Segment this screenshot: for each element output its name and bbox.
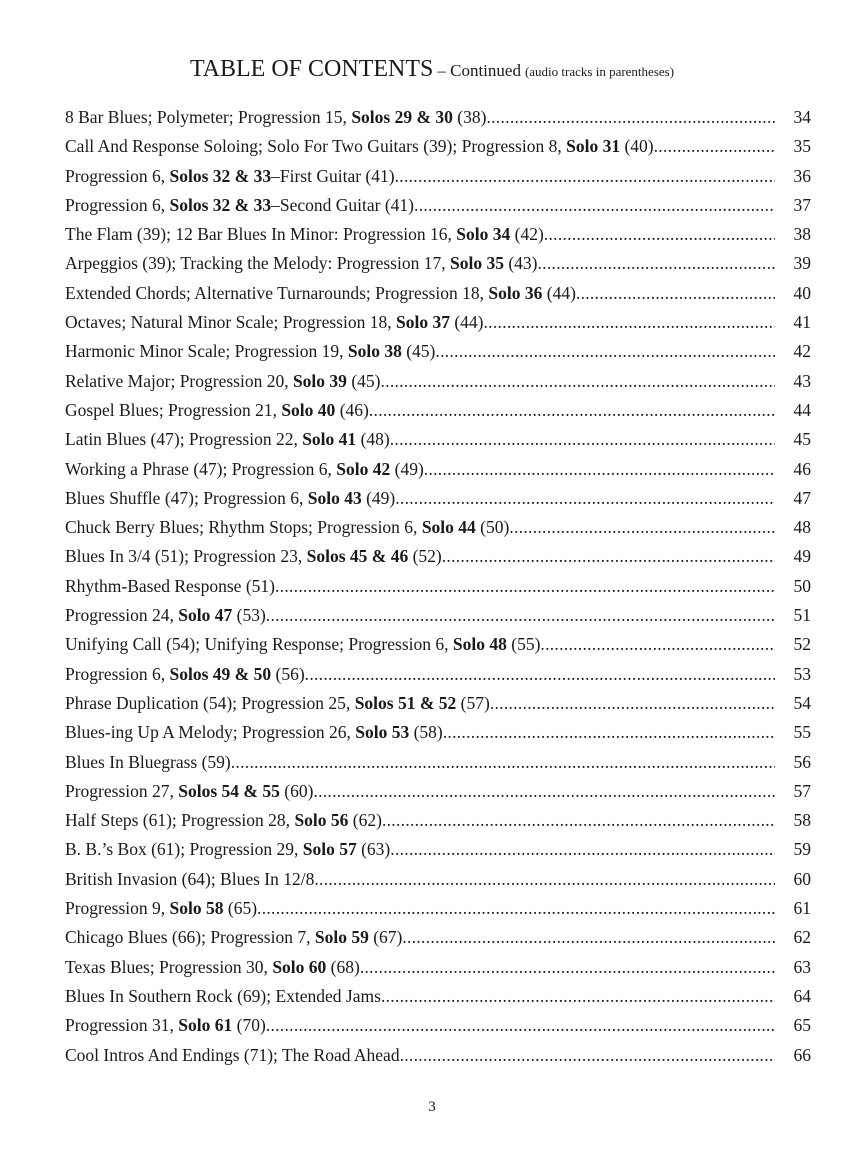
solo-reference: Solo 48 — [452, 634, 507, 655]
toc-entry — [65, 748, 811, 777]
entry-text: (65) — [223, 898, 258, 919]
dot-leader — [443, 718, 775, 747]
toc-entry — [65, 953, 811, 982]
solo-reference: Solo 47 — [178, 605, 233, 626]
toc-entry — [65, 484, 811, 513]
toc-entry — [65, 279, 811, 308]
entry-text: (49) — [361, 487, 396, 508]
toc-entry-title — [65, 308, 484, 337]
entry-text: Progression 6, — [65, 663, 170, 684]
entry-text: (45) — [401, 341, 436, 362]
toc-entry — [65, 718, 811, 747]
dot-leader — [380, 367, 775, 396]
toc-entry — [65, 1041, 811, 1070]
entry-text: Progression 31, — [65, 1015, 179, 1036]
toc-entry-title — [65, 982, 381, 1011]
toc-entry — [65, 660, 811, 689]
toc-entry-title — [65, 835, 390, 864]
toc-entry-title — [65, 103, 486, 132]
entry-text: Blues In Bluegrass (59) — [65, 751, 231, 772]
dot-leader — [442, 542, 775, 571]
toc-entry-page: 37 — [793, 194, 811, 215]
solo-reference: Solo 37 — [395, 312, 450, 333]
toc-entry-page: 52 — [793, 634, 811, 655]
toc-entry-title — [65, 249, 538, 278]
entry-text: Cool Intros And Endings (71); The Road Ahead — [65, 1044, 400, 1065]
toc-entry-page: 54 — [793, 692, 811, 713]
entry-text: (55) — [506, 634, 541, 655]
dot-leader — [435, 337, 775, 366]
dot-leader — [231, 748, 775, 777]
toc-entry-title — [65, 396, 369, 425]
dot-leader — [576, 279, 775, 308]
dot-leader — [314, 865, 775, 894]
dot-leader — [486, 103, 775, 132]
dot-leader — [654, 132, 775, 161]
solo-reference: Solo 60 — [272, 956, 327, 977]
toc-entry — [65, 835, 811, 864]
entry-text: Blues In 3/4 (51); Progression 23, — [65, 546, 307, 567]
toc-entry-title — [65, 865, 314, 894]
dot-leader — [266, 601, 775, 630]
entry-text: Blues Shuffle (47); Progression 6, — [65, 487, 308, 508]
toc-entry-title — [65, 425, 390, 454]
entry-text: Texas Blues; Progression 30, — [65, 956, 273, 977]
toc-entry-page: 35 — [793, 136, 811, 157]
toc-entry — [65, 132, 811, 161]
toc-entry-page: 40 — [793, 282, 811, 303]
entry-text: (57) — [456, 692, 490, 713]
toc-entry-page: 56 — [793, 751, 811, 772]
entry-text: Extended Chords; Alternative Turnarounds; Progression 18, — [65, 282, 489, 303]
entry-text: The Flam (39); 12 Bar Blues In Minor: Progression 16, — [65, 224, 457, 245]
solo-reference: Solo 34 — [456, 224, 511, 245]
toc-entry-title — [65, 777, 313, 806]
dot-leader — [538, 249, 776, 278]
toc-entry-title — [65, 630, 540, 659]
toc-entry — [65, 425, 811, 454]
entry-text: (63) — [356, 839, 391, 860]
entry-text: Progression 24, — [65, 605, 179, 626]
dot-leader — [414, 191, 775, 220]
entry-text: –Second Guitar (41) — [271, 194, 415, 215]
toc-entry-title — [65, 220, 544, 249]
entry-text: Blues-ing Up A Melody; Progression 26, — [65, 722, 356, 743]
toc-list — [65, 103, 811, 1070]
toc-entry-title — [65, 953, 360, 982]
solo-reference: Solo 44 — [421, 517, 476, 538]
solo-reference: Solo 36 — [488, 282, 543, 303]
toc-entry — [65, 367, 811, 396]
entry-text: Gospel Blues; Progression 21, — [65, 399, 282, 420]
solo-reference: Solos 32 & 33 — [169, 165, 272, 186]
entry-text: Phrase Duplication (54); Progression 25, — [65, 692, 355, 713]
toc-entry-page: 50 — [793, 575, 811, 596]
entry-text: Harmonic Minor Scale; Progression 19, — [65, 341, 348, 362]
entry-text: (48) — [356, 429, 390, 450]
entry-text: Rhythm-Based Response (51) — [65, 575, 275, 596]
entry-text: British Invasion (64); Blues In 12/8 — [65, 868, 315, 889]
toc-entry-page: 55 — [793, 722, 811, 743]
page-title: TABLE OF CONTENTS — [189, 56, 434, 82]
entry-text: Working a Phrase (47); Progression 6, — [65, 458, 337, 479]
entry-text: Latin Blues (47); Progression 22, — [65, 429, 303, 450]
entry-text: (43) — [503, 253, 538, 274]
toc-entry — [65, 337, 811, 366]
entry-text: Octaves; Natural Minor Scale; Progression 18, — [65, 312, 396, 333]
toc-entry-page: 43 — [793, 370, 811, 391]
toc-entry — [65, 806, 811, 835]
toc-entry-title — [65, 689, 490, 718]
toc-entry — [65, 249, 811, 278]
solo-reference: Solo 61 — [178, 1015, 233, 1036]
toc-entry-title — [65, 806, 382, 835]
toc-entry — [65, 396, 811, 425]
dot-leader — [266, 1011, 775, 1040]
toc-entry-page: 38 — [793, 224, 811, 245]
toc-entry-title — [65, 542, 442, 571]
solo-reference: Solo 35 — [449, 253, 504, 274]
toc-entry — [65, 777, 811, 806]
toc-entry-title — [65, 894, 257, 923]
toc-entry — [65, 601, 811, 630]
toc-entry-title — [65, 718, 443, 747]
solo-reference: Solo 59 — [314, 927, 369, 948]
toc-entry-title — [65, 748, 231, 777]
entry-text: Chicago Blues (66); Progression 7, — [65, 927, 315, 948]
toc-entry — [65, 162, 811, 191]
toc-entry-title — [65, 1011, 266, 1040]
toc-entry — [65, 894, 811, 923]
audio-tracks-note: (audio tracks in parentheses) — [524, 64, 675, 79]
entry-text: (67) — [368, 927, 403, 948]
entry-text: (44) — [449, 312, 484, 333]
dot-leader — [360, 953, 775, 982]
entry-text: (38) — [452, 107, 487, 127]
toc-entry-page: 66 — [793, 1044, 811, 1065]
toc-entry — [65, 308, 811, 337]
toc-entry-page: 60 — [793, 868, 811, 889]
entry-text: Call And Response Soloing; Solo For Two Guitars (39); Progression 8, — [65, 136, 567, 157]
dot-leader — [305, 660, 775, 689]
solo-reference: Solos 49 & 50 — [169, 663, 272, 684]
toc-entry — [65, 103, 811, 132]
solo-reference: Solos 51 & 52 — [354, 692, 457, 713]
entry-text: –First Guitar (41) — [271, 165, 395, 186]
toc-entry-page: 53 — [793, 663, 811, 684]
toc-entry-title — [65, 367, 380, 396]
toc-entry-title — [65, 601, 266, 630]
entry-text: Half Steps (61); Progression 28, — [65, 810, 295, 831]
toc-entry — [65, 220, 811, 249]
entry-text: (42) — [510, 224, 544, 245]
toc-entry-page: 44 — [793, 399, 811, 420]
toc-entry-title — [65, 191, 414, 220]
toc-entry — [65, 1011, 811, 1040]
toc-entry-page: 64 — [793, 985, 811, 1006]
solo-reference: Solo 42 — [336, 458, 391, 479]
toc-entry — [65, 689, 811, 718]
toc-entry — [65, 191, 811, 220]
page-number: 3 — [428, 1099, 436, 1115]
dot-leader — [540, 630, 775, 659]
toc-entry-page: 46 — [793, 458, 811, 479]
entry-text: (68) — [326, 956, 360, 977]
toc-entry-page: 42 — [793, 341, 811, 362]
solo-reference: Solo 56 — [294, 810, 349, 831]
entry-text: B. B.’s Box (61); Progression 29, — [65, 839, 303, 860]
solo-reference: Solos 29 & 30 — [351, 107, 453, 127]
solo-reference: Solo 39 — [292, 370, 347, 391]
toc-entry-page: 48 — [793, 517, 811, 538]
toc-entry-title — [65, 337, 435, 366]
dot-leader — [381, 982, 775, 1011]
entry-text: (60) — [279, 780, 314, 801]
dot-leader — [544, 220, 775, 249]
toc-entry — [65, 513, 811, 542]
solo-reference: Solos 54 & 55 — [178, 780, 280, 801]
toc-entry — [65, 572, 811, 601]
entry-text: (44) — [542, 282, 576, 303]
dot-leader — [390, 835, 775, 864]
toc-entry-title — [65, 484, 395, 513]
solo-reference: Solo 58 — [169, 898, 224, 919]
entry-text: Chuck Berry Blues; Rhythm Stops; Progression 6, — [65, 517, 422, 538]
toc-entry-page: 47 — [793, 487, 811, 508]
entry-text: Progression 6, — [65, 194, 170, 215]
entry-text: (53) — [232, 605, 266, 626]
toc-entry-page: 45 — [793, 429, 811, 450]
entry-text: (58) — [409, 722, 443, 743]
solo-reference: Solo 43 — [307, 487, 362, 508]
entry-text: (52) — [408, 546, 442, 567]
toc-entry — [65, 923, 811, 952]
toc-entry — [65, 865, 811, 894]
toc-entry — [65, 982, 811, 1011]
toc-entry-page: 57 — [793, 780, 811, 801]
toc-entry-title — [65, 455, 424, 484]
toc-entry-title — [65, 513, 509, 542]
toc-entry — [65, 455, 811, 484]
dot-leader — [424, 455, 775, 484]
entry-text: Relative Major; Progression 20, — [65, 370, 293, 391]
dot-leader — [275, 572, 775, 601]
toc-entry-title — [65, 923, 402, 952]
solo-reference: Solo 40 — [281, 399, 336, 420]
dot-leader — [490, 689, 775, 718]
toc-entry-page: 61 — [793, 898, 811, 919]
solo-reference: Solo 38 — [347, 341, 402, 362]
entry-text: (40) — [620, 136, 654, 157]
dot-leader — [395, 162, 775, 191]
entry-text: Progression 27, — [65, 780, 179, 801]
toc-entry-page: 62 — [793, 927, 811, 948]
toc-entry-page: 34 — [793, 107, 811, 127]
toc-entry-page: 59 — [793, 839, 811, 860]
toc-entry-title — [65, 162, 395, 191]
dot-leader — [402, 923, 775, 952]
entry-text: (62) — [348, 810, 382, 831]
entry-text: (56) — [271, 663, 305, 684]
entry-text: Blues In Southern Rock (69); Extended Jams — [65, 985, 381, 1006]
toc-entry-page: 41 — [793, 312, 811, 333]
solo-reference: Solo 41 — [302, 429, 357, 450]
entry-text: Progression 9, — [65, 898, 170, 919]
solo-reference: Solo 31 — [566, 136, 621, 157]
entry-text: Progression 6, — [65, 165, 170, 186]
toc-entry-page: 36 — [793, 165, 811, 186]
dot-leader — [484, 308, 776, 337]
toc-entry-page: 63 — [793, 956, 811, 977]
toc-entry-title — [65, 660, 305, 689]
entry-text: (70) — [232, 1015, 266, 1036]
solo-reference: Solos 32 & 33 — [169, 194, 272, 215]
toc-entry — [65, 630, 811, 659]
toc-entry-title — [65, 1041, 400, 1070]
dot-leader — [400, 1041, 775, 1070]
toc-entry-page: 58 — [793, 810, 811, 831]
dot-leader — [509, 513, 775, 542]
toc-entry-title — [65, 279, 576, 308]
toc-entry — [65, 542, 811, 571]
dot-leader — [390, 425, 775, 454]
solo-reference: Solo 57 — [302, 839, 357, 860]
dot-leader — [257, 894, 775, 923]
toc-entry-title — [65, 572, 275, 601]
entry-text: (45) — [346, 370, 381, 391]
toc-entry-page: 49 — [793, 546, 811, 567]
toc-entry-page: 65 — [793, 1015, 811, 1036]
continued-label: – Continued — [437, 61, 521, 80]
dot-leader — [313, 777, 775, 806]
solo-reference: Solo 53 — [355, 722, 410, 743]
dot-leader — [382, 806, 775, 835]
toc-entry-page: 51 — [793, 605, 811, 626]
toc-heading — [0, 56, 864, 83]
dot-leader — [395, 484, 775, 513]
solo-reference: Solos 45 & 46 — [306, 546, 409, 567]
entry-text: (46) — [335, 399, 369, 420]
dot-leader — [369, 396, 775, 425]
entry-text: 8 Bar Blues; Polymeter; Progression 15, — [65, 107, 352, 127]
entry-text: (50) — [475, 517, 510, 538]
toc-entry-page: 39 — [793, 253, 811, 274]
entry-text: Arpeggios (39); Tracking the Melody: Progression 17, — [65, 253, 450, 274]
entry-text: Unifying Call (54); Unifying Response; Progression 6, — [65, 634, 453, 655]
entry-text: (49) — [390, 458, 424, 479]
toc-entry-title — [65, 132, 654, 161]
